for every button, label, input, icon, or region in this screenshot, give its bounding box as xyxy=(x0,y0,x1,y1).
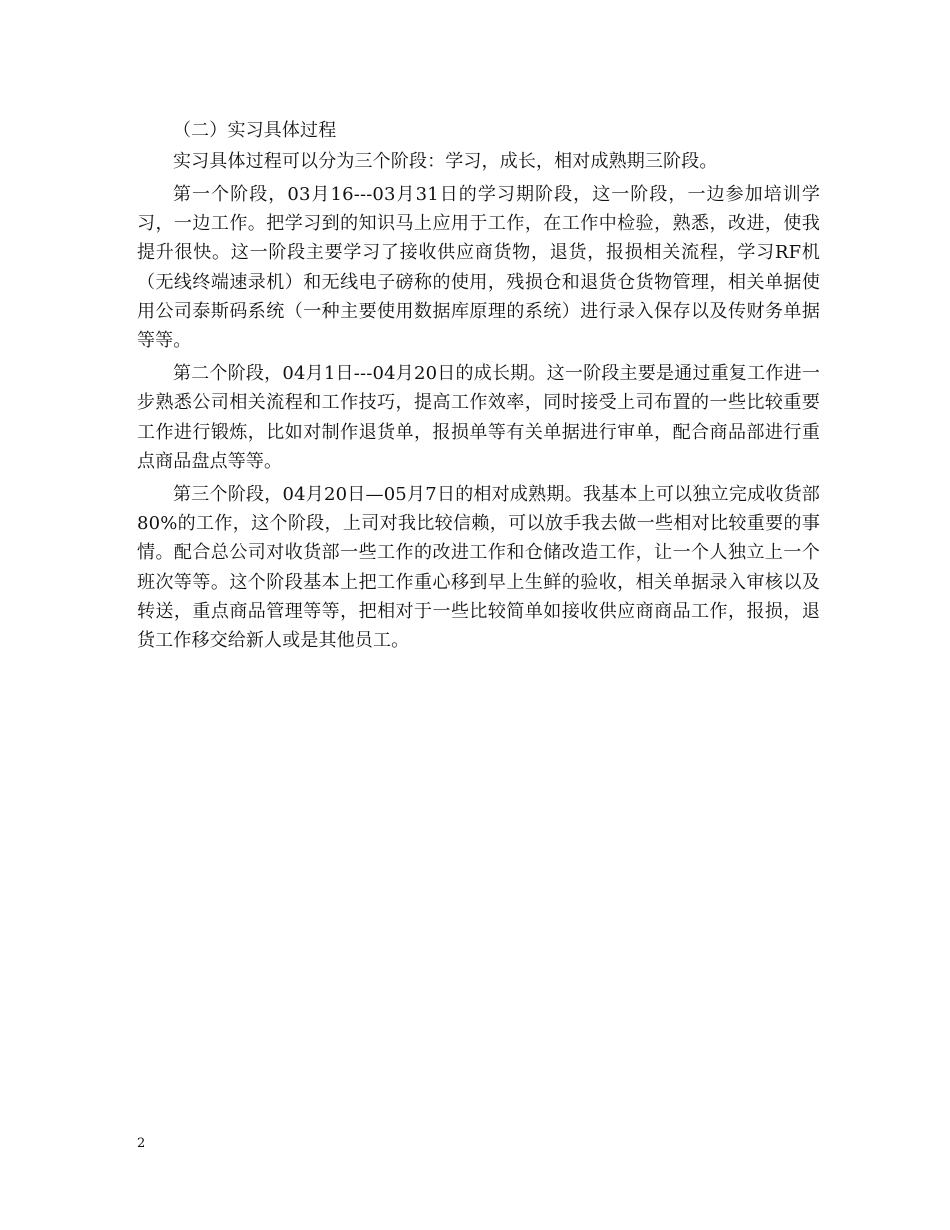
paragraph-stage-three: 第三个阶段，04月20日—05月7日的相对成熟期。我基本上可以独立完成收货部80%的工作，这个阶段，上司对我比较信赖，可以放手我去做一些相对比较重要的事情。配合总公司对收货部一些工作的改进工作和仓储改造工作，让一个人独立上一个班次等等。这个阶段基本上把工作重心移到早上生鲜的验收，相关单据录入审核以及转送，重点商品管理等等，把相对于一些比较简单如接收供应商商品工作，报损，退货工作移交给新人或是其他员工。 xyxy=(137,483,820,651)
page-number: 2 xyxy=(137,1136,146,1151)
paragraph-stage-one: 第一个阶段，03月16---03月31日的学习期阶段，这一阶段，一边参加培训学习，一边工作。把学习到的知识马上应用于工作，在工作中检验，熟悉，改进，使我提升很快。这一阶段主要学习了接收供应商货物，退货，报损相关流程，学习RF机（无线终端速录机）和无线电子磅称的使用，残损仓和退货仓货物管理，相关单据使用公司泰斯码系统（一种主要使用数据库原理的系统）进行录入保存以及传财务单据等等。 xyxy=(137,183,820,351)
document-body xyxy=(137,116,820,659)
section-heading: （二）实习具体过程 xyxy=(173,120,337,141)
paragraph-stage-two: 第二个阶段，04月1日---04月20日的成长期。这一阶段主要是通过重复工作进一步熟悉公司相关流程和工作技巧，提高工作效率，同时接受上司布置的一些比较重要工作进行锻炼，比如对制作退货单，报损单等有关单据进行审单，配合商品部进行重点商品盘点等等。 xyxy=(137,363,820,472)
paragraph-overview: 实习具体过程可以分为三个阶段：学习，成长，相对成熟期三阶段。 xyxy=(173,150,718,172)
